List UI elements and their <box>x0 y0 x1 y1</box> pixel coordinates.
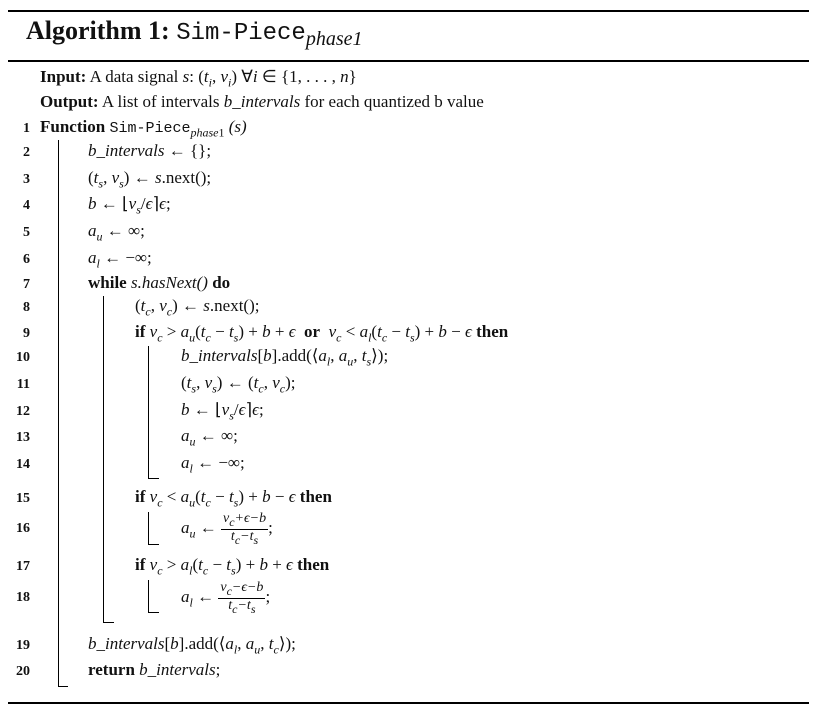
code-line: $a_u$ ← ∞; <box>181 426 238 449</box>
output-line <box>40 92 484 112</box>
function-scope-line <box>58 140 59 686</box>
line-number: 4 <box>23 198 30 213</box>
code-line: ($t_s$, $v_s$) ← ($t_c$, $v_c$); <box>181 373 296 396</box>
if-scope-line <box>148 346 149 478</box>
line-number: 3 <box>23 172 30 187</box>
line-number: 8 <box>23 300 30 315</box>
algorithm-name: Sim-Piece <box>176 20 306 47</box>
algorithm-title <box>26 16 363 51</box>
top-rule <box>8 10 809 12</box>
line-number: 14 <box>16 457 30 472</box>
line-number: 7 <box>23 277 30 292</box>
output-text: A list of intervals b_intervals for each quantized b value <box>101 92 484 111</box>
line-number: 1 <box>23 121 30 136</box>
code-line: if $v_c > a_u(t_c - t_s) + b + \epsilon$ or $v_c < a_l(t_c - t_s) + b - \epsilon$ then <box>135 322 509 345</box>
code-line: if $v_c > a_l(t_c - t_s) + b + \epsilon$ then <box>135 555 330 578</box>
code-line: b ← $⌊v_s/\epsilon⌉\epsilon$; <box>181 400 264 423</box>
if-scope-end <box>148 478 159 479</box>
code-line: if $v_c < a_u(t_c - t_s) + b - \epsilon$ then <box>135 487 332 510</box>
title-rule <box>8 60 809 62</box>
line-number: 13 <box>16 430 30 445</box>
line-number: 6 <box>23 252 30 267</box>
code-line: ($t_c$, $v_c$) ← s.next(); <box>135 296 260 319</box>
algorithm-subscript: phase1 <box>305 28 363 51</box>
line-number: 9 <box>23 326 30 341</box>
code-line: Function Sim-Piece$_{phase1}$ (s) <box>40 117 247 140</box>
output-label: Output: <box>40 92 99 111</box>
code-line: $b\_intervals[b].add(⟨a_l$, $a_u$, $t_s⟩$); <box>181 346 389 369</box>
input-text: A data signal s: ($t_i$, $v_i$) ∀i ∈ {1, . . . , n} <box>89 67 357 90</box>
while-scope-end <box>103 622 114 623</box>
line-number: 19 <box>16 638 30 653</box>
function-scope-end <box>58 686 68 687</box>
if-scope-end <box>148 612 159 613</box>
line-number: 15 <box>16 491 30 506</box>
bottom-rule <box>8 702 809 704</box>
line-number: 17 <box>16 559 30 574</box>
code-line: b_intervals ← {}; <box>88 141 212 160</box>
code-line: $a_u$ ← $\frac{v_c+\epsilon-b}{t_c-t_s}$ ; <box>181 511 273 547</box>
line-number: 20 <box>16 664 30 679</box>
code-line: $b\_intervals[b].add(⟨a_l$, $a_u$, $t_c⟩$); <box>88 634 296 657</box>
input-line <box>40 67 357 90</box>
code-line: $a_u$ ← ∞; <box>88 221 145 244</box>
code-line: $a_l$ ← −∞; <box>181 453 245 476</box>
while-scope-line <box>103 296 104 622</box>
line-number: 12 <box>16 404 30 419</box>
code-line: $a_l$ ← $\frac{v_c-\epsilon-b}{t_c-t_s}$ ; <box>181 580 271 616</box>
if-scope-line <box>148 512 149 544</box>
input-label: Input: <box>40 67 87 86</box>
code-line: return b_intervals; <box>88 660 221 679</box>
if-scope-line <box>148 580 149 612</box>
algorithm-label: Algorithm 1: <box>26 16 170 45</box>
if-scope-end <box>148 544 159 545</box>
line-number: 2 <box>23 145 30 160</box>
line-number: 18 <box>16 590 30 605</box>
code-line: while s.hasNext() do <box>88 273 231 292</box>
line-number: 5 <box>23 225 30 240</box>
line-number: 16 <box>16 521 30 536</box>
line-number: 10 <box>16 350 30 365</box>
code-line: $a_l$ ← −∞; <box>88 248 152 271</box>
code-line: ($t_s$, $v_s$) ← s.next(); <box>88 168 212 191</box>
line-number: 11 <box>16 377 30 392</box>
code-line: b ← $⌊v_s/\epsilon⌉\epsilon$; <box>88 194 171 217</box>
